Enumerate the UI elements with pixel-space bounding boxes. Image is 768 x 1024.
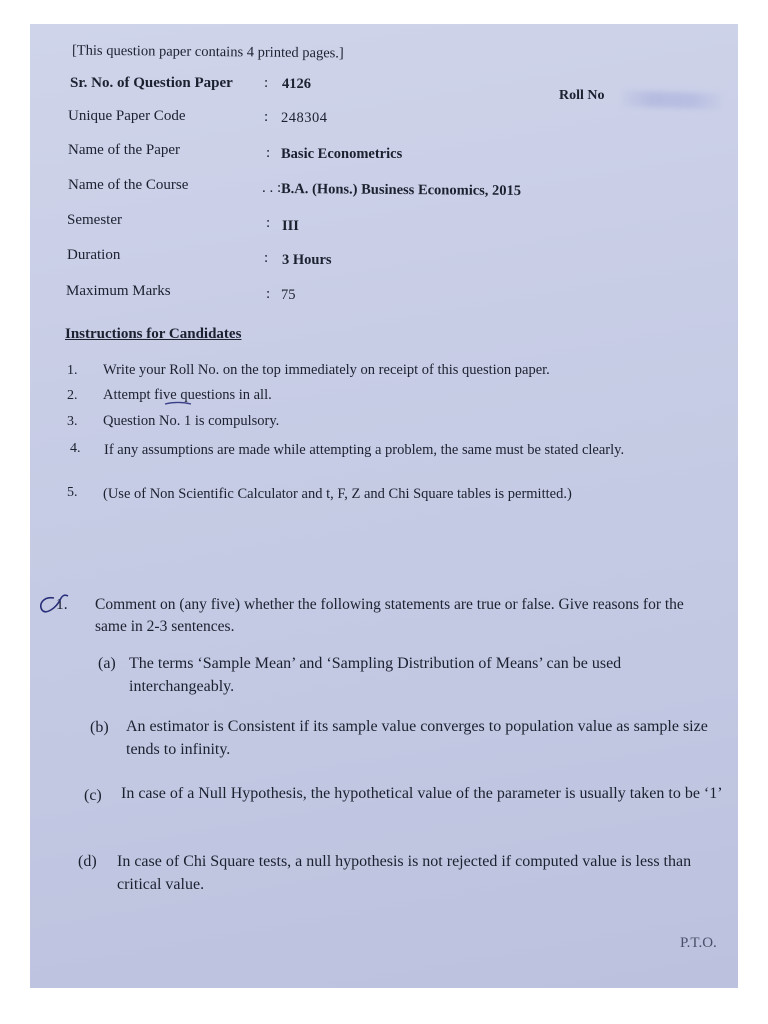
field-colon: . . : [262, 180, 282, 196]
part-text: In case of a Null Hypothesis, the hypothetical value of the parameter is usually taken to be ‘1’ [121, 785, 723, 802]
part-label: (d) [78, 853, 97, 870]
question-number: 1. [56, 596, 68, 613]
part-text: The terms ‘Sample Mean’ and ‘Sampling Distribution of Means’ can be used interchangeably. [129, 655, 622, 695]
part-label: (a) [98, 655, 116, 672]
field-colon: : [266, 286, 271, 302]
roll-no-redaction [622, 90, 722, 109]
instruction-number: 5. [67, 485, 78, 500]
pages-note: [This question paper contains 4 printed pages.] [71, 42, 344, 62]
pen-underline-mark [163, 400, 193, 410]
roll-no-label: Roll No [559, 88, 605, 103]
field-colon: : [266, 145, 271, 161]
instruction-number: 2. [67, 388, 78, 403]
instruction-item: Question No. 1 is compulsory. [103, 413, 280, 429]
question-text: Comment on (any five) whether the following statements are true or false. Give reasons for the same in 2-3 sentences. [95, 596, 684, 635]
instruction-item: If any assumptions are made while attempting a problem, the same must be stated clearly. [104, 442, 625, 458]
field-label-paper-code: Unique Paper Code [68, 108, 186, 124]
field-label-duration: Duration [67, 247, 121, 263]
part-label: (c) [84, 787, 102, 804]
instruction-item: Attempt five questions in all. [103, 387, 272, 403]
instruction-number: 3. [67, 414, 78, 429]
part-label: (b) [90, 719, 109, 736]
field-value-course-name: B.A. (Hons.) Business Economics, 2015 [280, 180, 522, 200]
field-label-sr-no: Sr. No. of Question Paper [70, 75, 233, 91]
question-paper-photo [30, 24, 738, 988]
field-label-max-marks: Maximum Marks [66, 283, 171, 299]
field-label-course-name: Name of the Course [68, 177, 189, 193]
pen-tick-mark [34, 590, 74, 620]
field-value-semester: III [282, 218, 299, 234]
instruction-number: 4. [70, 441, 81, 456]
field-colon: : [264, 250, 269, 266]
field-colon: : [264, 109, 269, 125]
field-value-paper-name: Basic Econometrics [281, 146, 403, 162]
part-text: In case of Chi Square tests, a null hypothesis is not rejected if computed value is less than critical value. [117, 853, 692, 893]
field-colon: : [266, 215, 271, 231]
field-value-duration: 3 Hours [282, 252, 332, 268]
field-label-paper-name: Name of the Paper [68, 142, 181, 158]
part-text: An estimator is Consistent if its sample value converges to population value as sample size tends to infinity. [126, 718, 708, 758]
field-label-semester: Semester [67, 212, 122, 228]
instruction-item: Write your Roll No. on the top immediately on receipt of this question paper. [103, 362, 550, 378]
field-value-paper-code: 248304 [281, 110, 328, 126]
instructions-heading: Instructions for Candidates [65, 326, 242, 342]
instruction-number: 1. [67, 363, 78, 378]
field-value-sr-no: 4126 [282, 76, 311, 92]
instruction-item: (Use of Non Scientific Calculator and t, F, Z and Chi Square tables is permitted.) [103, 486, 572, 502]
field-colon: : [264, 75, 269, 91]
pto-label: P.T.O. [680, 935, 717, 951]
field-value-max-marks: 75 [281, 287, 296, 303]
